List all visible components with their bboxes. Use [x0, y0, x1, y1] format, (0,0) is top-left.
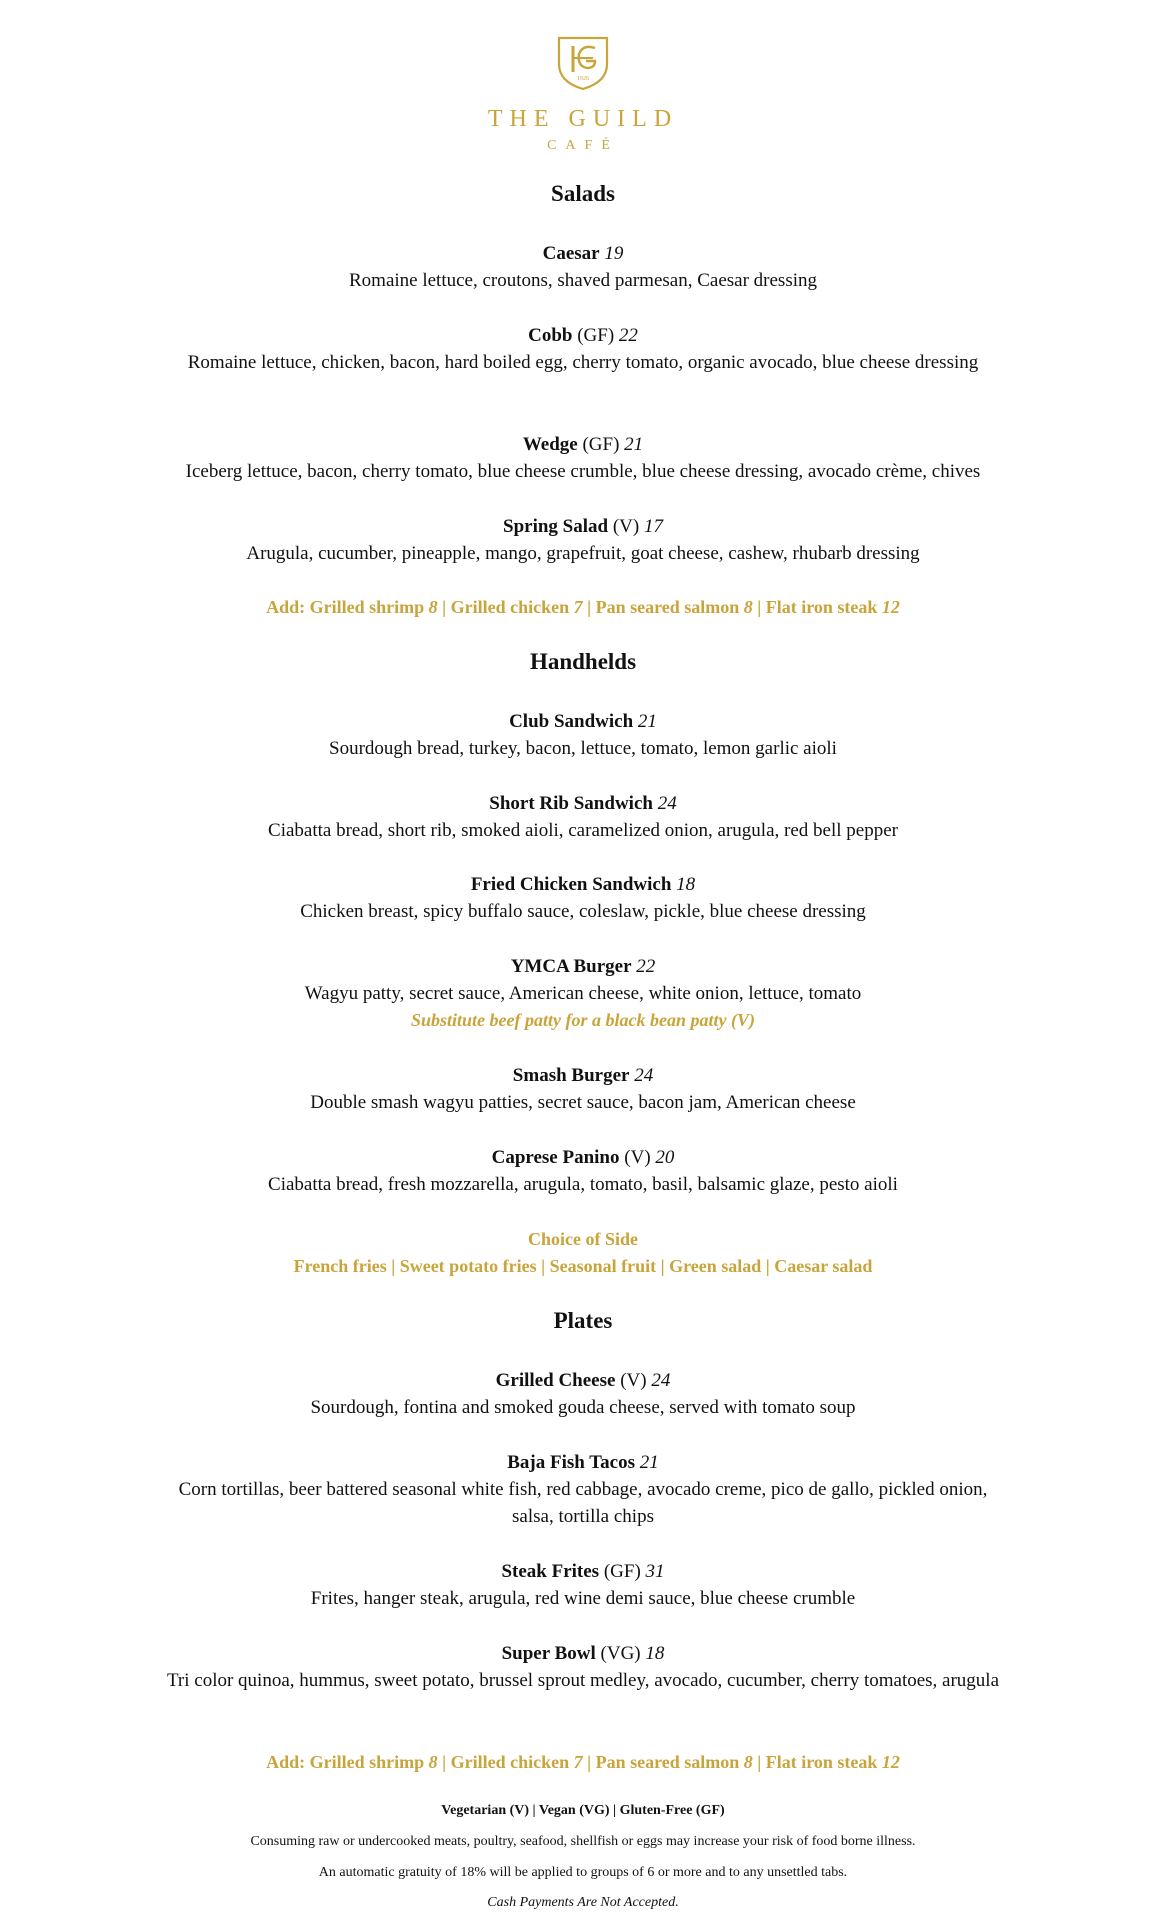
- menu-item: Caesar 19 Romaine lettuce, croutons, shaved parmesan, Caesar dressing: [349, 243, 817, 291]
- menu-item: Smash Burger 24 Double smash wagyu patties, secret sauce, bacon jam, American cheese: [310, 1065, 856, 1113]
- brand-subtitle: CAFÉ: [547, 138, 619, 153]
- menu-item: Wedge (GF) 21 Iceberg lettuce, bacon, cherry tomato, blue cheese crumble, blue cheese dressing, avocado crème, chives: [185, 434, 981, 482]
- menu-item: Steak Frites (GF) 31 Frites, hanger steak, arugula, red wine demi sauce, blue cheese crumble: [310, 1561, 856, 1609]
- logo: [0, 34, 1166, 97]
- cash-note: Cash Payments Are Not Accepted.: [487, 1895, 679, 1910]
- menu-item: Cobb (GF) 22 Romaine lettuce, chicken, bacon, hard boiled egg, cherry tomato, organic avocado, blue cheese dressing: [187, 325, 979, 373]
- brand-name: THE GUILD: [487, 106, 679, 132]
- side-choice-list: French fries | Sweet potato fries | Seasonal fruit | Green salad | Caesar salad: [293, 1256, 873, 1276]
- section-title-plates: Plates: [553, 1308, 613, 1333]
- food-safety-warning: Consuming raw or undercooked meats, poultry, seafood, shellfish or eggs may increase your risk of food borne illness.: [250, 1834, 916, 1849]
- menu-item: Club Sandwich 21 Sourdough bread, turkey, bacon, lettuce, tomato, lemon garlic aioli: [329, 711, 837, 759]
- section-title-salads: Salads: [551, 181, 615, 206]
- menu-item: Grilled Cheese (V) 24 Sourdough, fontina and smoked gouda cheese, served with tomato soup: [310, 1370, 856, 1418]
- side-choice-title: Choice of Side: [528, 1229, 638, 1249]
- menu-item: Super Bowl (VG) 18 Tri color quinoa, hummus, sweet potato, brussel sprout medley, avocado, cucumber, cherry tomatoes, arugula: [166, 1643, 1000, 1691]
- menu-item: YMCA Burger 22 Wagyu patty, secret sauce, American cheese, white onion, lettuce, tomato Substitute beef patty for a black bean patty (V): [0, 953, 1166, 1034]
- burger-substitute-note: Substitute beef patty for a black bean patty (V): [411, 1010, 755, 1030]
- dietary-legend: Vegetarian (V) | Vegan (VG) | Gluten-Free (GF): [441, 1803, 725, 1818]
- salad-addons: Add: Grilled shrimp 8 | Grilled chicken 7 | Pan seared salmon 8 | Flat iron steak 12: [266, 597, 900, 617]
- menu-item: Baja Fish Tacos 21 Corn tortillas, beer battered seasonal white fish, red cabbage, avocado creme, pico de gallo, pickled onion, salsa, tortilla chips: [178, 1452, 988, 1527]
- gratuity-note: An automatic gratuity of 18% will be applied to groups of 6 or more and to any unsettled tabs.: [318, 1865, 848, 1880]
- menu-item: Short Rib Sandwich 24 Ciabatta bread, short rib, smoked aioli, caramelized onion, arugula, red bell pepper: [268, 793, 898, 841]
- menu-item: Fried Chicken Sandwich 18 Chicken breast, spicy buffalo sauce, coleslaw, pickle, blue cheese dressing: [300, 874, 866, 922]
- svg-text:1926: 1926: [577, 76, 589, 82]
- section-title-handhelds: Handhelds: [529, 649, 637, 674]
- plate-addons: Add: Grilled shrimp 8 | Grilled chicken 7 | Pan seared salmon 8 | Flat iron steak 12: [266, 1752, 900, 1772]
- guild-crest-icon: [555, 34, 611, 92]
- menu-item: Caprese Panino (V) 20 Ciabatta bread, fresh mozzarella, arugula, tomato, basil, balsamic glaze, pesto aioli: [268, 1147, 898, 1195]
- menu-item: Spring Salad (V) 17 Arugula, cucumber, pineapple, mango, grapefruit, goat cheese, cashew, rhubarb dressing: [246, 516, 920, 564]
